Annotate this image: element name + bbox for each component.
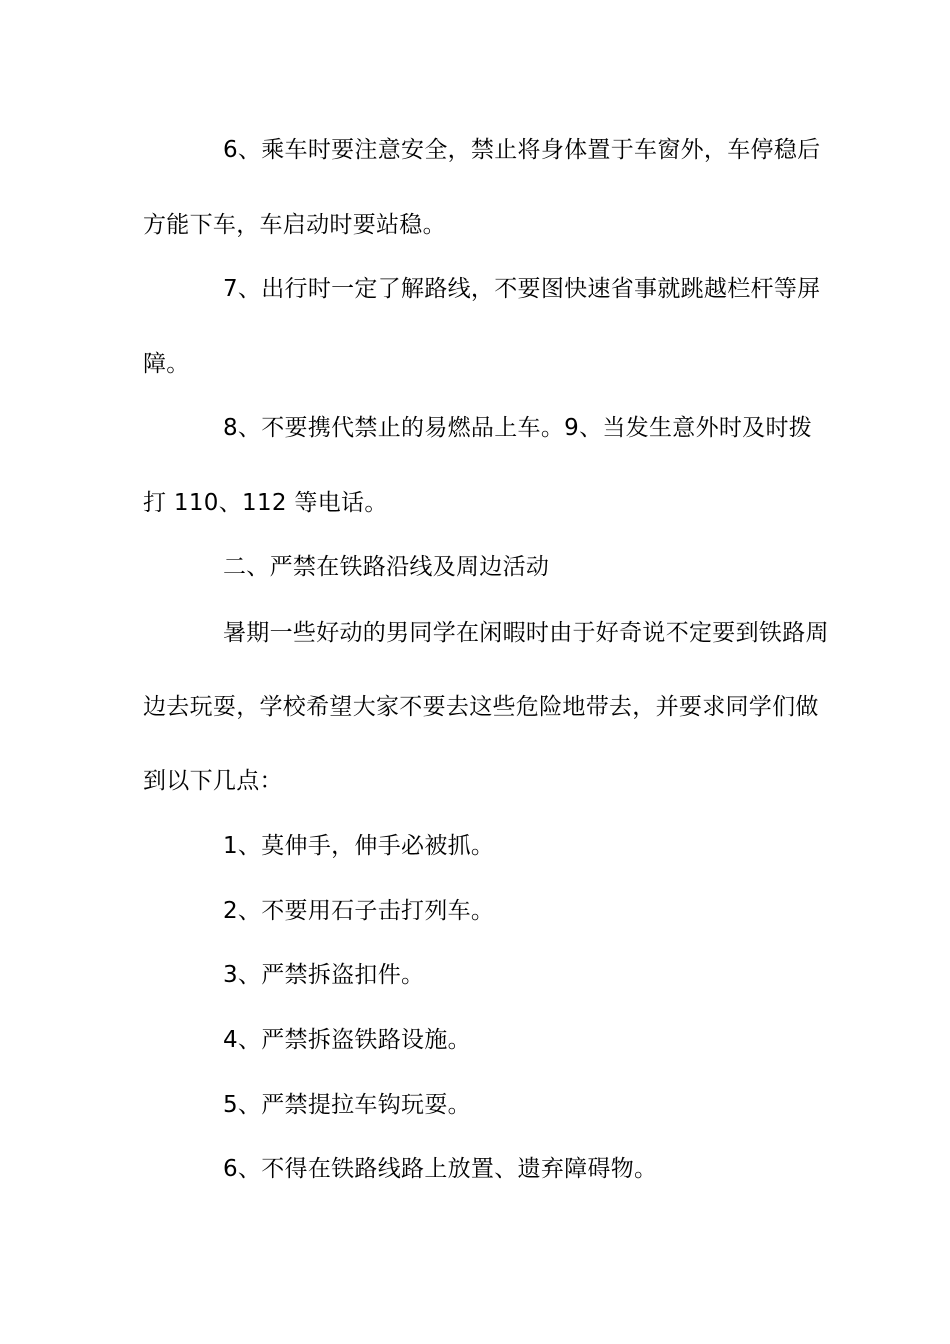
intro-paragraph-line-3: 到以下几点： (143, 768, 283, 794)
paragraph-item-6-line-2: 方能下车，车启动时要站稳。 (143, 212, 446, 238)
intro-paragraph-line-1: 暑期一些好动的男同学在闲暇时由于好奇说不定要到铁路周 (223, 620, 829, 646)
paragraph-item-8-line-2: 打 110、112 等电话。 (143, 490, 388, 516)
intro-paragraph-line-2: 边去玩耍，学校希望大家不要去这些危险地带去，并要求同学们做 (143, 694, 819, 720)
list-item-5: 5、严禁提拉车钩玩耍。 (223, 1092, 471, 1118)
list-item-1: 1、莫伸手，伸手必被抓。 (223, 833, 495, 859)
paragraph-item-7-line-2: 障。 (143, 351, 190, 377)
paragraph-item-6-line-1: 6、乘车时要注意安全，禁止将身体置于车窗外，车停稳后 (223, 137, 821, 163)
list-item-6: 6、不得在铁路线路上放置、遗弃障碍物。 (223, 1156, 658, 1182)
paragraph-item-7-line-1: 7、出行时一定了解路线，不要图快速省事就跳越栏杆等屏 (223, 276, 821, 302)
paragraph-item-8-line-1: 8、不要携代禁止的易燃品上车。9、当发生意外时及时拨 (223, 415, 813, 441)
list-item-2: 2、不要用石子击打列车。 (223, 898, 495, 924)
list-item-3: 3、严禁拆盗扣件。 (223, 962, 425, 988)
list-item-4: 4、严禁拆盗铁路设施。 (223, 1027, 471, 1053)
section-heading: 二、严禁在铁路沿线及周边活动 (223, 554, 550, 580)
